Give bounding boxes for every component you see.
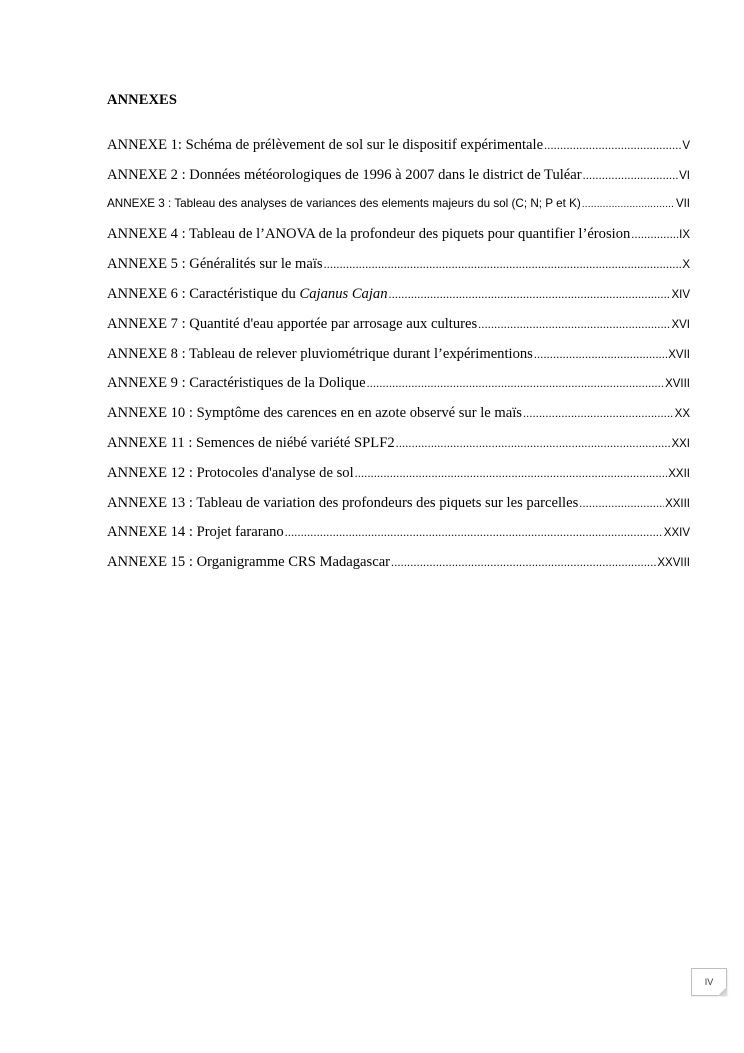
toc-entry-2[interactable] <box>107 167 690 197</box>
annex-list <box>107 137 690 584</box>
dot-leader <box>583 168 679 183</box>
toc-entry-13[interactable] <box>107 495 690 525</box>
dot-leader <box>324 257 682 272</box>
entry-page-number: XIV <box>671 288 690 301</box>
toc-entry-10[interactable] <box>107 405 690 435</box>
dot-leader <box>391 555 656 570</box>
entry-label: ANNEXE 5 : Généralités sur le maïs <box>107 256 323 273</box>
toc-entry-6[interactable] <box>107 286 690 316</box>
toc-entry-15[interactable] <box>107 554 690 584</box>
dot-leader <box>389 287 671 302</box>
dot-leader <box>631 227 678 242</box>
entry-page-number: XXII <box>668 467 690 480</box>
toc-entry-8[interactable] <box>107 346 690 376</box>
toc-entry-7[interactable] <box>107 316 690 346</box>
entry-label: ANNEXE 4 : Tableau de l’ANOVA de la profondeur des piquets pour quantifier l’érosion <box>107 226 631 243</box>
entry-label: ANNEXE 15 : Organigramme CRS Madagascar <box>107 554 391 571</box>
entry-page-number: XVII <box>668 348 690 361</box>
entry-page-number: XX <box>674 408 690 421</box>
dot-leader <box>355 466 668 481</box>
toc-entry-5[interactable] <box>107 256 690 286</box>
entry-page-number: IX <box>679 229 690 242</box>
entry-page-number: V <box>682 140 690 152</box>
annexes-heading: ANNEXES <box>107 92 177 108</box>
toc-entry-3[interactable] <box>107 197 690 227</box>
entry-page-number: XXIII <box>665 497 690 510</box>
entry-label: ANNEXE 6 : Caractéristique du Cajanus Cajan <box>107 285 388 302</box>
page-curl-icon <box>718 987 727 996</box>
entry-page-number: XXI <box>671 437 690 450</box>
entry-label: ANNEXE 14 : Projet fararano <box>107 524 284 541</box>
entry-page-number: VI <box>679 169 690 182</box>
entry-page-number: X <box>682 259 690 272</box>
toc-entry-14[interactable] <box>107 524 690 554</box>
entry-label: ANNEXE 12 : Protocoles d'analyse de sol <box>107 464 354 481</box>
entry-page-number: XVI <box>671 318 690 331</box>
toc-entry-12[interactable] <box>107 465 690 495</box>
entry-label: ANNEXE 10 : Symptôme des carences en en azote observé sur le maïs <box>107 405 522 422</box>
dot-leader <box>534 347 667 362</box>
page-number: IV <box>704 977 714 987</box>
entry-page-number: VII <box>675 197 690 210</box>
entry-label: ANNEXE 8 : Tableau de relever pluviométrique durant l’expérimentions <box>107 345 533 362</box>
entry-page-number: XXVIII <box>657 557 690 570</box>
entry-label: ANNEXE 13 : Tableau de variation des profondeurs des piquets sur les parcelles <box>107 494 579 511</box>
dot-leader <box>367 376 665 391</box>
toc-entry-1[interactable] <box>107 137 690 167</box>
entry-label: ANNEXE 7 : Quantité d'eau apportée par arrosage aux cultures <box>107 315 478 332</box>
entry-label: ANNEXE 11 : Semences de niébé variété SPLF2 <box>107 434 395 451</box>
entry-page-number: XXIV <box>663 527 690 540</box>
dot-leader <box>582 199 675 210</box>
entry-label: ANNEXE 1: Schéma de prélèvement de sol sur le dispositif expérimentale <box>107 137 544 153</box>
toc-entry-9[interactable] <box>107 375 690 405</box>
entry-page-number: XVIII <box>665 378 690 391</box>
dot-leader <box>285 525 663 540</box>
dot-leader <box>523 406 674 421</box>
toc-entry-11[interactable] <box>107 435 690 465</box>
toc-entry-4[interactable] <box>107 226 690 256</box>
entry-label: ANNEXE 2 : Données météorologiques de 1996 à 2007 dans le district de Tuléar <box>107 166 582 183</box>
dot-leader <box>579 496 664 511</box>
dot-leader <box>478 317 670 332</box>
entry-label: ANNEXE 3 : Tableau des analyses de variances des elements majeurs du sol (C; N; P et K) <box>107 196 581 210</box>
dot-leader <box>396 436 671 451</box>
dot-leader <box>544 138 681 153</box>
entry-label: ANNEXE 9 : Caractéristiques de la Dolique <box>107 375 366 392</box>
page-number-box <box>691 968 727 996</box>
